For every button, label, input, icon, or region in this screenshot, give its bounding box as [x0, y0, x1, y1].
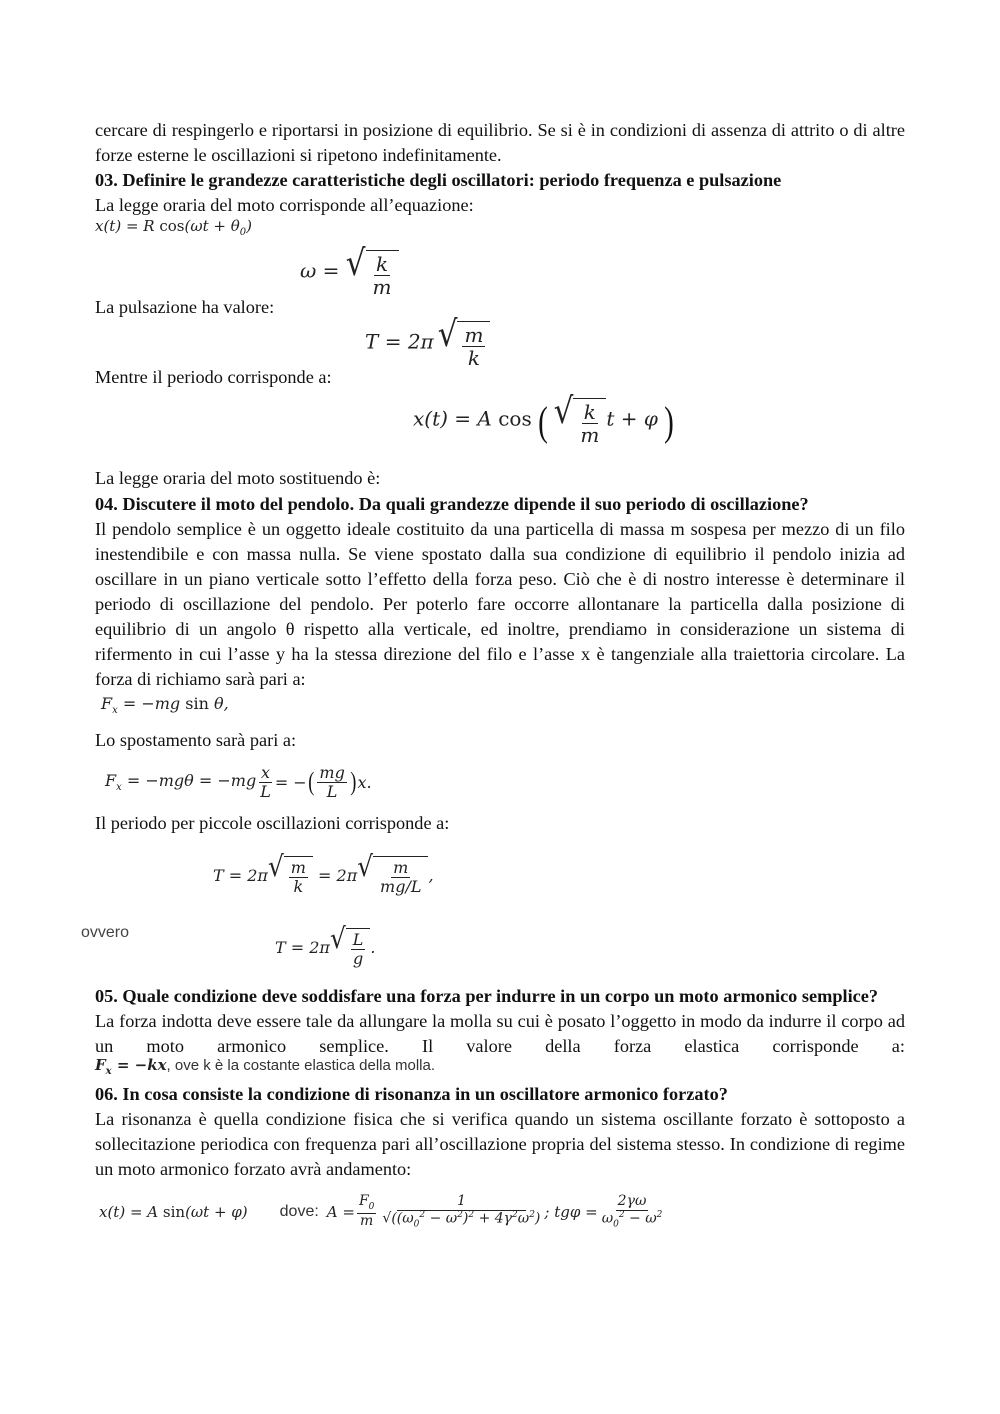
ovvero-label: ovvero [81, 924, 130, 941]
formula-periodo-pendolo-1: T = 2π √ $\frac{m}{k}$ = 2π √ $\frac{m}{mg/L}$ , [213, 849, 434, 896]
formula-legge-sostituita: x(t) = A cos ( √ $\frac{k}{m}$ t + φ ) [413, 390, 674, 447]
intro-paragraph: cercare di respingerlo e riportarsi in posizione di equilibrio. Se si è in condizioni di assenza di attrito o di altre forze esterne le oscillazioni si ripetono indefinitamente. [95, 120, 905, 165]
periodo-label: Mentre il periodo corrisponde a: [95, 367, 332, 387]
pulsazione-label: La pulsazione ha valore: [95, 297, 275, 317]
forza-elastica-note: , ove k è la costante elastica della molla. [166, 1057, 436, 1074]
legge-sostituita-label: La legge oraria del moto sostituendo è: [95, 468, 381, 488]
q04-heading: 04. Discutere il moto del pendolo. Da quali grandezze dipende il suo periodo di oscillazione? [95, 494, 809, 514]
formula-spostamento: $F_x = -mg\theta = -mg$ $\frac{x}{L}$ = − ( $\frac{mg}{L}$ ) x. [105, 762, 372, 801]
formula-moto-forzato: x(t) = A sin(ωt + φ) dove: A = $\frac{F_0}{m}$ $\frac{1}{√((\omega_0^2 - \omega^2)^2 + 4\gamma^2\omega^2)}$ ; tgφ = $\frac{2\gamma\omega}{\omega_0^2 - \omega^2}$ [99, 1193, 663, 1230]
legge-sostituita-row [95, 392, 905, 492]
periodo-pendolo-row [81, 836, 905, 984]
formula-pulsazione: ω = √ $\frac{k}{m}$ [300, 250, 399, 298]
dove-label: dove: [279, 1203, 319, 1220]
formula-forza-richiamo: $F_x = -mg$ sin θ, [101, 694, 229, 717]
formula-periodo: T = 2π √ $\frac{m}{k}$ [365, 321, 490, 369]
q06-body: La risonanza è quella condizione fisica che si verifica quando un sistema oscillante forzato è sottoposto a sollecitazione periodica con frequenza pari all’oscillazione propria del sistema stesso. In condizione di regime un moto armonico forzato avrà andamento: [95, 1109, 905, 1179]
spostamento-label: Lo spostamento sarà pari a: [95, 730, 297, 750]
q06-heading: 06. In cosa consiste la condizione di risonanza in un oscillatore armonico forzato? [95, 1084, 728, 1104]
q05-heading: 05. Quale condizione deve soddisfare una forza per indurre in un corpo un moto armonico semplice? [95, 986, 879, 1006]
pulsazione-row [95, 242, 905, 317]
q03-text-legge: La legge oraria del moto corrisponde all’equazione: [95, 195, 474, 215]
q05-body: La forza indotta deve essere tale da allungare la molla su cui è posato l’oggetto in modo da indurre il corpo ad un moto armonico semplice. Il valore della forza elastica corrisponde a: [95, 1011, 905, 1056]
q04-body: Il pendolo semplice è un oggetto ideale costituito da una particella di massa m sospesa per mezzo di un filo inestendibile e con massa nulla. Se viene spostato dalla sua condizione di equilibrio il pendolo inizia ad oscillare in un piano verticale sotto l’effetto della forza peso. Ciò che è di nostro interesse è determinare il periodo di oscillazione del pendolo. Per poterlo fare occorre allontanare la particella dalla posizione di equilibrio di un angolo θ rispetto alla verticale, ed inoltre, prendiamo in considerazione un sistema di rifermento in cui l’asse y ha la stessa direzione del filo e l’asse x è tangenziale alla traiettoria circolare. La forza di richiamo sarà pari a: [95, 519, 905, 689]
formula-periodo-pendolo-2: T = 2π √ $\frac{L}{g}$ . [275, 921, 376, 968]
q03-heading: 03. Definire le grandezze caratteristiche degli oscillatori: periodo frequenza e pulsazione [95, 170, 782, 190]
document-page [81, 118, 905, 1242]
periodo-row [95, 313, 905, 392]
formula-legge-oraria-R: x(t) = R $\cos(\omega t + \theta_0)$ [95, 217, 252, 238]
formula-forza-elastica: $F_x = -kx$, ove k è la costante elastica della molla. [95, 1056, 436, 1077]
periodo-piccole-label: Il periodo per piccole oscillazioni corrisponde a: [95, 813, 450, 833]
